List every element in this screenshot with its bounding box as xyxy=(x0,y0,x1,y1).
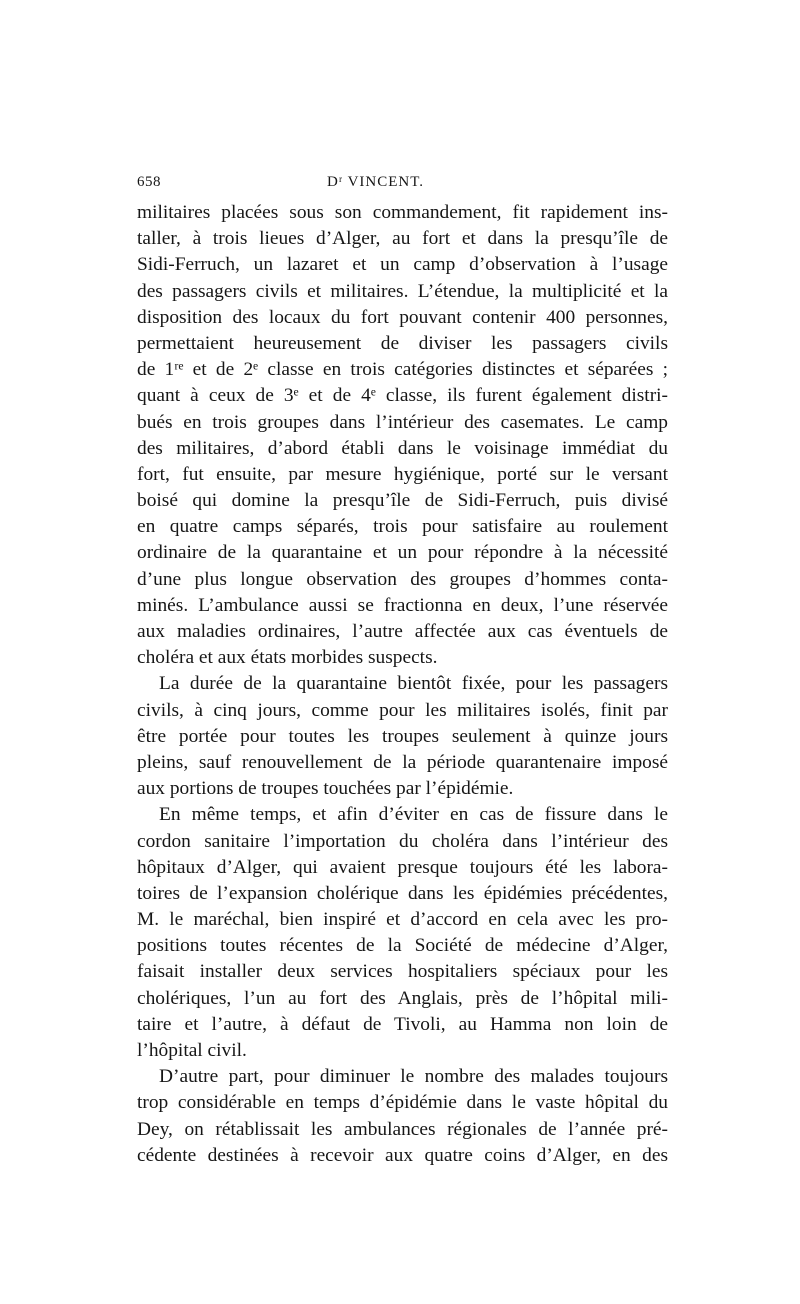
text-line: disposition des locaux du fort pouvant contenir 400 personnes, xyxy=(137,306,668,328)
text-line: quant à ceux de 3ᵉ et de 4ᵉ classe, ils furent également distri- xyxy=(137,385,668,407)
text-line: de 1ʳᵉ et de 2ᵉ classe en trois catégories distinctes et séparées ; xyxy=(137,359,668,381)
text-line: taller, à trois lieues d’Alger, au fort et dans la presqu’île de xyxy=(137,228,668,250)
text-line: aux portions de troupes touchées par l’épidémie. xyxy=(137,778,514,800)
text-line: civils, à cinq jours, comme pour les militaires isolés, finit par xyxy=(137,699,668,721)
text-line: cédente destinées à recevoir aux quatre coins d’Alger, en des xyxy=(137,1144,668,1166)
text-line: cholériques, l’un au fort des Anglais, près de l’hôpital mili- xyxy=(137,987,668,1009)
text-line: minés. L’ambulance aussi se fractionna en deux, l’une réservée xyxy=(137,594,668,616)
text-line: ordinaire de la quarantaine et un pour répondre à la nécessité xyxy=(137,542,668,564)
text-line: permettaient heureusement de diviser les passagers civils xyxy=(137,332,668,354)
text-line: positions toutes récentes de la Société de médecine d’Alger, xyxy=(137,935,668,957)
header-author: Dʳ VINCENT. xyxy=(327,174,425,190)
text-line: pleins, sauf renouvellement de la période quarantenaire imposé xyxy=(137,751,668,773)
text-line: taire et l’autre, à défaut de Tivoli, au Hamma non loin de xyxy=(137,1013,668,1035)
text-line: d’une plus longue observation des groupes d’hommes conta- xyxy=(137,568,668,590)
text-line: boisé qui domine la presqu’île de Sidi-Ferruch, puis divisé xyxy=(137,490,668,512)
text-line: faisait installer deux services hospitaliers spéciaux pour les xyxy=(137,961,668,983)
text-line: l’hôpital civil. xyxy=(137,1040,247,1061)
text-line: militaires placées sous son commandement, fit rapidement ins- xyxy=(137,202,668,223)
text-line: hôpitaux d’Alger, qui avaient presque toujours été les labora- xyxy=(137,856,668,878)
running-head xyxy=(137,174,668,196)
body-text xyxy=(137,200,668,1169)
text-line: trop considérable en temps d’épidémie dans le vaste hôpital du xyxy=(137,1092,668,1114)
text-line: toires de l’expansion cholérique dans les épidémies précédentes, xyxy=(137,882,668,904)
text-line: fort, fut ensuite, par mesure hygiénique, porté sur le versant xyxy=(137,463,668,485)
text-line: cordon sanitaire l’importation du choléra dans l’intérieur des xyxy=(137,830,668,852)
text-line: choléra et aux états morbides suspects. xyxy=(137,647,438,669)
text-line: Dey, on rétablissait les ambulances régionales de l’année pré- xyxy=(137,1118,668,1140)
text-line: M. le maréchal, bien inspiré et d’accord en cela avec les pro- xyxy=(137,909,668,931)
page-number: 658 xyxy=(137,174,161,190)
text-line: En même temps, et afin d’éviter en cas de fissure dans le xyxy=(159,804,668,826)
text-line: Sidi-Ferruch, un lazaret et un camp d’observation à l’usage xyxy=(137,254,668,276)
text-line: La durée de la quarantaine bientôt fixée, pour les passagers xyxy=(159,673,668,695)
text-line: aux maladies ordinaires, l’autre affectée aux cas éventuels de xyxy=(137,621,668,642)
text-line: des militaires, d’abord établi dans le voisinage immédiat du xyxy=(137,437,668,459)
text-line: des passagers civils et militaires. L’étendue, la multiplicité et la xyxy=(137,280,668,302)
text-line: en quatre camps séparés, trois pour satisfaire au roulement xyxy=(137,516,668,538)
text-line: D’autre part, pour diminuer le nombre des malades toujours xyxy=(159,1066,668,1088)
text-line: être portée pour toutes les troupes seulement à quinze jours xyxy=(137,725,668,747)
text-line: bués en trois groupes dans l’intérieur des casemates. Le camp xyxy=(137,411,668,433)
